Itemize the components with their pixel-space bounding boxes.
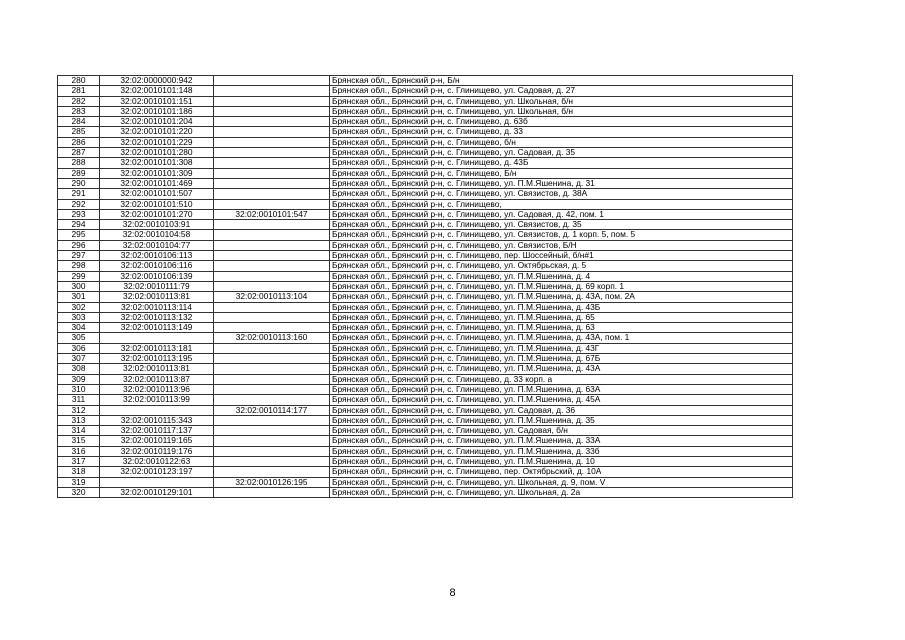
room-cadastral-number-cell: 32:02:0010113:160 (214, 333, 330, 343)
room-cadastral-number-cell (214, 354, 330, 364)
table-row (58, 354, 793, 364)
table-row (58, 333, 793, 343)
room-cadastral-number-cell (214, 86, 330, 96)
address-cell: Брянская обл., Брянский р-н, с. Глинищево, ул. Садовая, д. 27 (330, 86, 793, 96)
room-cadastral-number-cell (214, 271, 330, 281)
table-row (58, 137, 793, 147)
address-cell: Брянская обл., Брянский р-н, с. Глинищево, пер. Шоссейный, б/н#1 (330, 251, 793, 261)
cadastral-number-cell: 32:02:0010117:137 (100, 426, 214, 436)
address-cell: Брянская обл., Брянский р-н, с. Глинищево, ул. П.М.Яшенина, д. 43Б (330, 302, 793, 312)
table-row (58, 199, 793, 209)
table-row (58, 364, 793, 374)
cadastral-number-cell: 32:02:0010119:165 (100, 436, 214, 446)
cadastral-number-cell: 32:02:0010113:181 (100, 343, 214, 353)
room-cadastral-number-cell: 32:02:0010113:104 (214, 292, 330, 302)
address-cell: Брянская обл., Брянский р-н, с. Глинищево, ул. П.М.Яшенина, д. 43А (330, 364, 793, 374)
cadastral-number-cell: 32:02:0010123:197 (100, 467, 214, 477)
cadastral-number-cell: 32:02:0010115:343 (100, 415, 214, 425)
cadastral-table (57, 75, 793, 498)
cadastral-number-cell: 32:02:0010103:91 (100, 220, 214, 230)
row-number-cell: 303 (58, 312, 100, 322)
room-cadastral-number-cell (214, 426, 330, 436)
row-number-cell: 289 (58, 168, 100, 178)
table-row (58, 405, 793, 415)
cadastral-number-cell: 32:02:0010111:79 (100, 281, 214, 291)
cadastral-number-cell: 32:02:0010101:309 (100, 168, 214, 178)
address-cell: Брянская обл., Брянский р-н, с. Глинищево, Б/н (330, 168, 793, 178)
table-row (58, 96, 793, 106)
cadastral-number-cell (100, 405, 214, 415)
room-cadastral-number-cell (214, 178, 330, 188)
row-number-cell: 317 (58, 456, 100, 466)
address-cell: Брянская обл., Брянский р-н, с. Глинищево, ул. Садовая, д. 42, пом. 1 (330, 209, 793, 219)
address-cell: Брянская обл., Брянский р-н, с. Глинищево, ул. П.М.Яшенина, д. 4 (330, 271, 793, 281)
room-cadastral-number-cell: 32:02:0010126:195 (214, 477, 330, 487)
cadastral-number-cell: 32:02:0010106:116 (100, 261, 214, 271)
table-row (58, 281, 793, 291)
row-number-cell: 305 (58, 333, 100, 343)
table-body (58, 76, 793, 498)
room-cadastral-number-cell (214, 127, 330, 137)
address-cell: Брянская обл., Брянский р-н, с. Глинищево, ул. Садовая, б/н (330, 426, 793, 436)
cadastral-number-cell: 32:02:0010113:96 (100, 384, 214, 394)
address-cell: Брянская обл., Брянский р-н, с. Глинищево, ул. П.М.Яшенина, д. 43Г (330, 343, 793, 353)
address-cell: Брянская обл., Брянский р-н, с. Глинищево, ул. П.М.Яшенина, д. 31 (330, 178, 793, 188)
address-cell: Брянская обл., Брянский р-н, с. Глинищево, ул. П.М.Яшенина, д. 33б (330, 446, 793, 456)
address-cell: Брянская обл., Брянский р-н, с. Глинищево, ул. Связистов, д. 1 корп. 5, пом. 5 (330, 230, 793, 240)
room-cadastral-number-cell (214, 117, 330, 127)
address-cell: Брянская обл., Брянский р-н, с. Глинищево, ул. Октябрьская, д. 5 (330, 261, 793, 271)
room-cadastral-number-cell (214, 106, 330, 116)
row-number-cell: 283 (58, 106, 100, 116)
table-row (58, 230, 793, 240)
address-cell: Брянская обл., Брянский р-н, с. Глинищево, ул. П.М.Яшенина, д. 65 (330, 312, 793, 322)
row-number-cell: 318 (58, 467, 100, 477)
cadastral-number-cell: 32:02:0010113:149 (100, 323, 214, 333)
table-row (58, 395, 793, 405)
room-cadastral-number-cell (214, 168, 330, 178)
address-cell: Брянская обл., Брянский р-н, с. Глинищево, ул. Школьная, б/н (330, 96, 793, 106)
table-row (58, 117, 793, 127)
row-number-cell: 292 (58, 199, 100, 209)
address-cell: Брянская обл., Брянский р-н, с. Глинищево, ул. Связистов, д. 38А (330, 189, 793, 199)
room-cadastral-number-cell (214, 148, 330, 158)
address-cell: Брянская обл., Брянский р-н, с. Глинищево, ул. П.М.Яшенина, д. 45А (330, 395, 793, 405)
cadastral-number-cell: 32:02:0010104:77 (100, 240, 214, 250)
table-row (58, 384, 793, 394)
address-cell: Брянская обл., Брянский р-н, с. Глинищево, ул. П.М.Яшенина, д. 63А (330, 384, 793, 394)
row-number-cell: 286 (58, 137, 100, 147)
room-cadastral-number-cell (214, 240, 330, 250)
row-number-cell: 307 (58, 354, 100, 364)
address-cell: Брянская обл., Брянский р-н, с. Глинищево, (330, 199, 793, 209)
cadastral-number-cell (100, 333, 214, 343)
address-cell: Брянская обл., Брянский р-н, с. Глинищево, пер. Октябрьский, д. 10А (330, 467, 793, 477)
cadastral-number-cell: 32:02:0010113:87 (100, 374, 214, 384)
room-cadastral-number-cell (214, 199, 330, 209)
room-cadastral-number-cell (214, 261, 330, 271)
room-cadastral-number-cell (214, 364, 330, 374)
address-cell: Брянская обл., Брянский р-н, с. Глинищево, ул. Связистов, д. 35 (330, 220, 793, 230)
table-row (58, 487, 793, 497)
address-cell: Брянская обл., Брянский р-н, с. Глинищево, ул. Школьная, д. 2а (330, 487, 793, 497)
cadastral-number-cell: 32:02:0010101:229 (100, 137, 214, 147)
room-cadastral-number-cell (214, 415, 330, 425)
address-cell: Брянская обл., Брянский р-н, с. Глинищево, д. 63б (330, 117, 793, 127)
room-cadastral-number-cell (214, 487, 330, 497)
row-number-cell: 299 (58, 271, 100, 281)
cadastral-number-cell: 32:02:0000000:942 (100, 76, 214, 86)
cadastral-number-cell: 32:02:0010113:81 (100, 292, 214, 302)
cadastral-number-cell: 32:02:0010101:186 (100, 106, 214, 116)
cadastral-number-cell: 32:02:0010101:220 (100, 127, 214, 137)
room-cadastral-number-cell (214, 384, 330, 394)
row-number-cell: 298 (58, 261, 100, 271)
table-row (58, 127, 793, 137)
cadastral-number-cell: 32:02:0010113:99 (100, 395, 214, 405)
row-number-cell: 316 (58, 446, 100, 456)
row-number-cell: 288 (58, 158, 100, 168)
cadastral-number-cell: 32:02:0010101:510 (100, 199, 214, 209)
cadastral-number-cell: 32:02:0010101:280 (100, 148, 214, 158)
address-cell: Брянская обл., Брянский р-н, с. Глинищево, д. 33 (330, 127, 793, 137)
room-cadastral-number-cell: 32:02:0010114:177 (214, 405, 330, 415)
cadastral-number-cell: 32:02:0010122:63 (100, 456, 214, 466)
cadastral-number-cell (100, 477, 214, 487)
table-row (58, 323, 793, 333)
row-number-cell: 291 (58, 189, 100, 199)
address-cell: Брянская обл., Брянский р-н, с. Глинищево, ул. П.М.Яшенина, д. 69 корп. 1 (330, 281, 793, 291)
row-number-cell: 314 (58, 426, 100, 436)
room-cadastral-number-cell (214, 323, 330, 333)
cadastral-number-cell: 32:02:0010101:270 (100, 209, 214, 219)
cadastral-number-cell: 32:02:0010101:204 (100, 117, 214, 127)
row-number-cell: 310 (58, 384, 100, 394)
address-cell: Брянская обл., Брянский р-н, с. Глинищево, ул. П.М.Яшенина, д. 33А (330, 436, 793, 446)
address-cell: Брянская обл., Брянский р-н, с. Глинищево, д. 43Б (330, 158, 793, 168)
table-row (58, 415, 793, 425)
cadastral-number-cell: 32:02:0010113:81 (100, 364, 214, 374)
address-cell: Брянская обл., Брянский р-н, с. Глинищево, б/н (330, 137, 793, 147)
row-number-cell: 312 (58, 405, 100, 415)
table-row (58, 467, 793, 477)
cadastral-number-cell: 32:02:0010113:132 (100, 312, 214, 322)
row-number-cell: 308 (58, 364, 100, 374)
row-number-cell: 301 (58, 292, 100, 302)
room-cadastral-number-cell (214, 189, 330, 199)
room-cadastral-number-cell (214, 467, 330, 477)
table-row (58, 168, 793, 178)
cadastral-number-cell: 32:02:0010101:507 (100, 189, 214, 199)
row-number-cell: 297 (58, 251, 100, 261)
room-cadastral-number-cell (214, 374, 330, 384)
room-cadastral-number-cell: 32:02:0010101:547 (214, 209, 330, 219)
row-number-cell: 304 (58, 323, 100, 333)
row-number-cell: 296 (58, 240, 100, 250)
address-cell: Брянская обл., Брянский р-н, с. Глинищево, ул. П.М.Яшенина, д. 43А, пом. 2А (330, 292, 793, 302)
table-row (58, 477, 793, 487)
cadastral-number-cell: 32:02:0010104:58 (100, 230, 214, 240)
row-number-cell: 313 (58, 415, 100, 425)
row-number-cell: 309 (58, 374, 100, 384)
row-number-cell: 284 (58, 117, 100, 127)
row-number-cell: 285 (58, 127, 100, 137)
table-row (58, 220, 793, 230)
table-row (58, 456, 793, 466)
table-row (58, 271, 793, 281)
address-cell: Брянская обл., Брянский р-н, с. Глинищево, ул. П.М.Яшенина, д. 10 (330, 456, 793, 466)
table-row (58, 343, 793, 353)
cadastral-number-cell: 32:02:0010106:139 (100, 271, 214, 281)
table-row (58, 86, 793, 96)
row-number-cell: 281 (58, 86, 100, 96)
row-number-cell: 315 (58, 436, 100, 446)
address-cell: Брянская обл., Брянский р-н, с. Глинищево, ул. П.М.Яшенина, д. 63 (330, 323, 793, 333)
cadastral-number-cell: 32:02:0010119:176 (100, 446, 214, 456)
room-cadastral-number-cell (214, 230, 330, 240)
table-row (58, 158, 793, 168)
cadastral-number-cell: 32:02:0010113:114 (100, 302, 214, 312)
row-number-cell: 280 (58, 76, 100, 86)
address-cell: Брянская обл., Брянский р-н, с. Глинищево, ул. Школьная, б/н (330, 106, 793, 116)
address-cell: Брянская обл., Брянский р-н, с. Глинищево, д. 33 корп. а (330, 374, 793, 384)
row-number-cell: 294 (58, 220, 100, 230)
row-number-cell: 293 (58, 209, 100, 219)
address-cell: Брянская обл., Брянский р-н, с. Глинищево, ул. П.М.Яшенина, д. 43А, пом. 1 (330, 333, 793, 343)
row-number-cell: 306 (58, 343, 100, 353)
table-row (58, 106, 793, 116)
address-cell: Брянская обл., Брянский р-н, с. Глинищево, ул. Садовая, д. 35 (330, 148, 793, 158)
room-cadastral-number-cell (214, 446, 330, 456)
row-number-cell: 319 (58, 477, 100, 487)
row-number-cell: 311 (58, 395, 100, 405)
table-row (58, 189, 793, 199)
cadastral-number-cell: 32:02:0010101:469 (100, 178, 214, 188)
table-row (58, 240, 793, 250)
room-cadastral-number-cell (214, 312, 330, 322)
table-row (58, 261, 793, 271)
table-row (58, 426, 793, 436)
address-cell: Брянская обл., Брянский р-н, с. Глинищево, ул. Связистов, Б/Н (330, 240, 793, 250)
address-cell: Брянская обл., Брянский р-н, с. Глинищево, ул. Садовая, д. 36 (330, 405, 793, 415)
room-cadastral-number-cell (214, 220, 330, 230)
table-row (58, 446, 793, 456)
table-row (58, 374, 793, 384)
cadastral-number-cell: 32:02:0010113:195 (100, 354, 214, 364)
table-row (58, 209, 793, 219)
room-cadastral-number-cell (214, 302, 330, 312)
room-cadastral-number-cell (214, 343, 330, 353)
cadastral-number-cell: 32:02:0010101:151 (100, 96, 214, 106)
cadastral-number-cell: 32:02:0010101:308 (100, 158, 214, 168)
address-cell: Брянская обл., Брянский р-н, с. Глинищево, ул. Школьная, д. 9, пом. V (330, 477, 793, 487)
page-number: 8 (449, 587, 456, 599)
cadastral-number-cell: 32:02:0010101:148 (100, 86, 214, 96)
address-cell: Брянская обл., Брянский р-н, Б/н (330, 76, 793, 86)
row-number-cell: 287 (58, 148, 100, 158)
table-row (58, 436, 793, 446)
row-number-cell: 302 (58, 302, 100, 312)
table-row (58, 292, 793, 302)
table-row (58, 312, 793, 322)
room-cadastral-number-cell (214, 395, 330, 405)
address-cell: Брянская обл., Брянский р-н, с. Глинищево, ул. П.М.Яшенина, д. 67Б (330, 354, 793, 364)
room-cadastral-number-cell (214, 456, 330, 466)
room-cadastral-number-cell (214, 76, 330, 86)
room-cadastral-number-cell (214, 96, 330, 106)
room-cadastral-number-cell (214, 137, 330, 147)
row-number-cell: 290 (58, 178, 100, 188)
row-number-cell: 282 (58, 96, 100, 106)
room-cadastral-number-cell (214, 251, 330, 261)
table-row (58, 251, 793, 261)
row-number-cell: 320 (58, 487, 100, 497)
table-row (58, 148, 793, 158)
address-cell: Брянская обл., Брянский р-н, с. Глинищево, ул. П.М.Яшенина, д. 35 (330, 415, 793, 425)
room-cadastral-number-cell (214, 436, 330, 446)
room-cadastral-number-cell (214, 158, 330, 168)
table-row (58, 76, 793, 86)
cadastral-number-cell: 32:02:0010106:113 (100, 251, 214, 261)
row-number-cell: 295 (58, 230, 100, 240)
table-row (58, 302, 793, 312)
room-cadastral-number-cell (214, 281, 330, 291)
row-number-cell: 300 (58, 281, 100, 291)
table-row (58, 178, 793, 188)
cadastral-number-cell: 32:02:0010129:101 (100, 487, 214, 497)
